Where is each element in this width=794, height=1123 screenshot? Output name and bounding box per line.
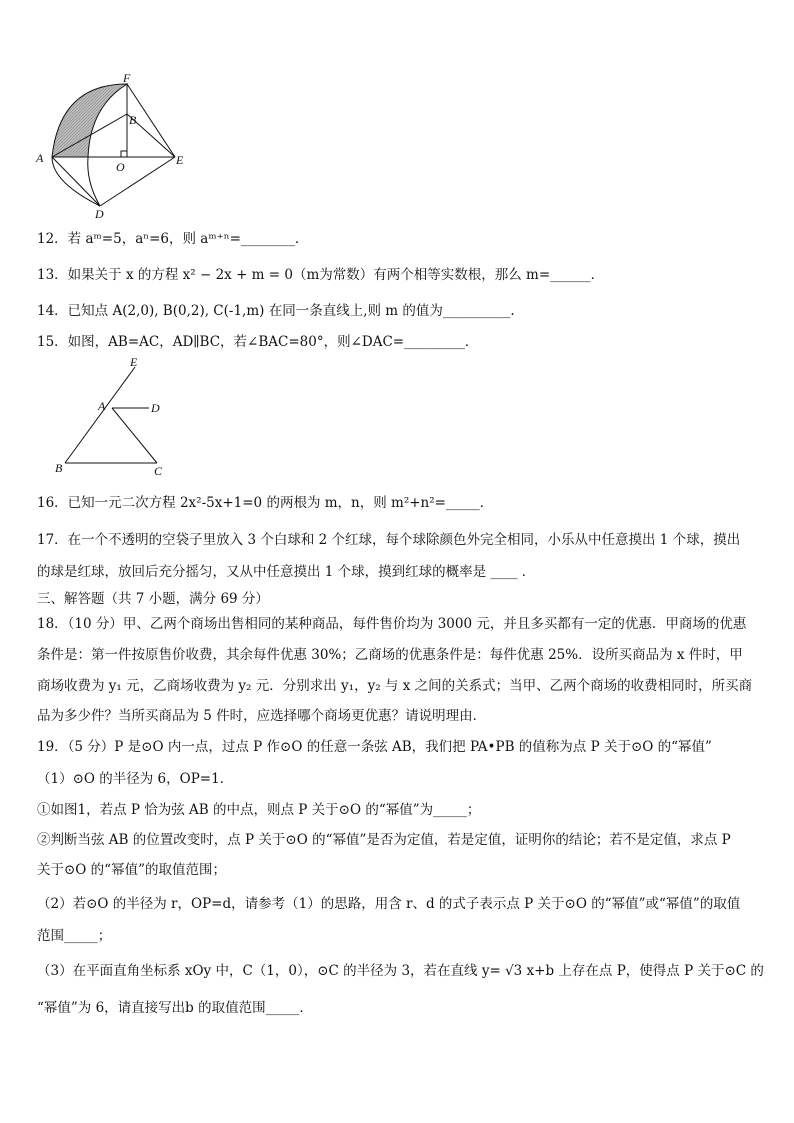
label-e: E (176, 153, 184, 167)
label-a: A (98, 399, 106, 413)
question-19-line-8: （3）在平面直角坐标系 xOy 中，C（1，0），⊙C 的半径为 3，若在直线 y= √3 x+b 上存在点 P，使得点 P 关于⊙C 的 (37, 963, 764, 979)
label-b: B (55, 461, 63, 475)
question-15: 15．如图，AB=AC，AD∥BC，若∠BAC=80°，则∠DAC=_________． (37, 334, 479, 350)
label-d: D (151, 401, 160, 415)
question-19-line-6: （2）若⊙O 的半径为 r，OP=d，请参考（1）的思路，用含 r、d 的式子表示点 P 关于⊙O 的“幂值”或“幂值”的取值 (37, 896, 741, 912)
question-17-line-1: 17．在一个不透明的空袋子里放入 3 个白球和 2 个红球，每个球除颜色外完全相同，小乐从中任意摸出 1 个球，摸出 (37, 532, 741, 548)
label-f: F (123, 72, 131, 85)
label-b: B (129, 113, 137, 127)
question-19-line-2: （1）⊙O 的半径为 6，OP=1． (37, 771, 234, 787)
figure-1-geometry (30, 72, 200, 222)
question-12: 12．若 aᵐ=5，aⁿ=6，则 aᵐ⁺ⁿ=________． (37, 231, 309, 247)
arc-f-d (88, 157, 100, 206)
question-18-line-2: 条件是：第一件按原售价收费，其余每件优惠 30%；乙商场的优惠条件是：每件优惠 25%．设所买商品为 x 件时，甲 (37, 647, 743, 663)
question-19-line-3: ①如图1，若点 P 恰为弦 AB 的中点，则点 P 关于⊙O 的“幂值”为_____； (37, 802, 481, 818)
question-18-line-3: 商场收费为 y₁ 元，乙商场收费为 y₂ 元．分别求出 y₁，y₂ 与 x 之间的关系式；当甲、乙两个商场的收费相同时，所买商 (37, 678, 753, 694)
label-d: D (95, 207, 104, 221)
question-18-line-1: 18．（10 分）甲、乙两个商场出售相同的某种商品，每件售价均为 3000 元，并且多买都有一定的优惠．甲商场的优惠 (37, 616, 747, 632)
question-19-line-9: “幂值”为 6，请直接写出b 的取值范围_____． (37, 1000, 313, 1016)
label-e: E (130, 355, 138, 369)
question-19-line-4: ②判断当弦 AB 的位置改变时，点 P 关于⊙O 的“幂值”是否为定值，若是定值，证明你的结论；若不是定值，求点 P (37, 832, 731, 848)
question-19-line-7: 范围_____； (37, 928, 112, 944)
question-19-line-1: 19．（5 分）P 是⊙O 内一点，过点 P 作⊙O 的任意一条弦 AB，我们把 PA•PB 的值称为点 P 关于⊙O 的“幂值” (37, 739, 712, 755)
label-c: C (154, 464, 163, 478)
label-a: A (36, 151, 44, 165)
question-16: 16．已知一元二次方程 2x²-5x+1=0 的两根为 m，n，则 m²+n²=_____． (37, 495, 494, 511)
section-3-heading: 三、解答题（共 7 小题，满分 69 分） (37, 591, 269, 607)
question-19-line-5: 关于⊙O 的“幂值”的取值范围； (37, 862, 226, 878)
figure-2-geometry (50, 355, 180, 480)
question-17-line-2: 的球是红球，放回后充分摇匀，又从中任意摸出 1 个球，摸到红球的概率是 ____ ． (37, 564, 536, 580)
question-18-line-4: 品为多少件？当所买商品为 5 件时，应选择哪个商场更优惠？请说明理由． (37, 708, 487, 724)
label-o: O (116, 160, 125, 174)
question-13: 13．如果关于 x 的方程 x² − 2x + m = 0（m为常数）有两个相等实数根，那么 m=______． (37, 267, 605, 283)
question-14: 14．已知点 A(2,0), B(0,2), C(-1,m) 在同一条直线上,则 m 的值为__________. (37, 303, 515, 319)
